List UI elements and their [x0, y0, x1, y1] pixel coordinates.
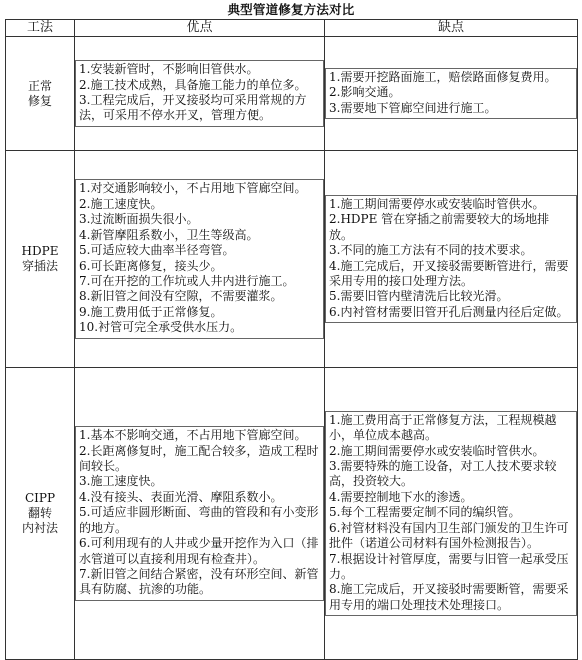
list-item: 3.需要特殊的施工设备，对工人技术要求较高，投资较大。 [329, 459, 557, 489]
list-item: 3.需要地下管廊空间进行施工。 [329, 100, 497, 115]
list-item: 6.内衬管材需要旧管开孔后测量内径后定做。 [329, 304, 569, 319]
pros-list [75, 60, 324, 127]
list-item: 1.施工期间需要停水或安装临时管供水。 [329, 196, 545, 211]
list-item: 2.施工技术成熟，具备施工能力的单位多。 [79, 77, 307, 92]
list-item: 2.影响交通。 [329, 85, 401, 100]
table-row [6, 151, 578, 368]
header-row [6, 20, 578, 37]
list-item: 5.可适应非圆形断面、弯曲的管段和有小变形的地方。 [79, 505, 319, 535]
list-item: 8.新旧管之间没有空隙，不需要灌浆。 [79, 289, 283, 304]
list-item: 4.施工完成后，开叉接驳需要断管进行，需要采用专用的接口处理方法。 [329, 258, 569, 288]
list-item: 9.施工费用低于正常修复。 [79, 304, 223, 319]
list-item: 2.长距离修复时，施工配合较多，造成工程时间较长。 [79, 443, 319, 474]
list-item: 6.衬管材料没有国内卫生部门颁发的卫生许可批件（诺道公司材料有国外检测报告）。 [329, 520, 569, 551]
cons-cell [325, 37, 578, 151]
list-item: 4.新管摩阻系数小，卫生等级高。 [79, 227, 259, 242]
table-row [6, 368, 578, 660]
page-title: 典型管道修复方法对比 [227, 2, 355, 17]
list-item: 2.HDPE 管在穿插之前需要较大的场地排放。 [329, 212, 550, 242]
list-item: 1.基本不影响交通，不占用地下管廊空间。 [79, 428, 307, 443]
pros-list [75, 426, 324, 600]
list-item: 5.每个工程需要定制不同的编织管。 [329, 505, 521, 520]
list-item: 2.施工期间需要停水或安装临时管供水。 [329, 443, 545, 458]
cons-cell [325, 368, 578, 660]
list-item: 6.可长距离修复，接头少。 [79, 258, 223, 273]
cons-list [325, 411, 577, 616]
comparison-table [5, 19, 578, 660]
method-cell [6, 151, 75, 368]
method-label: 内衬法 [21, 521, 58, 535]
list-item: 6.可利用现有的人井或少量开挖作为入口（排水管道可以直接利用现有检查井）。 [79, 536, 319, 566]
pros-list [75, 179, 324, 338]
list-item: 1.需要开挖路面施工，赔偿路面修复费用。 [329, 69, 557, 84]
list-item: 1.安装新管时，不影响旧管供水。 [79, 62, 259, 77]
list-item: 2.施工速度快。 [79, 196, 163, 211]
method-label: 正常 [27, 78, 52, 93]
method-cell [6, 368, 75, 660]
list-item: 7.新旧管之间结合紧密，没有环形空间、新管具有防腐、抗渗的功能。 [79, 566, 319, 597]
list-item: 3.施工速度快。 [79, 474, 163, 489]
list-item: 3.不同的施工方法有不同的技术要求。 [329, 243, 533, 258]
pros-cell [75, 37, 325, 151]
header-pros: 优点 [75, 20, 325, 37]
list-item: 4.需要控制地下水的渗透。 [329, 489, 473, 504]
list-item: 7.可在开挖的工作坑或人井内进行施工。 [79, 273, 295, 288]
header-method: 工法 [6, 20, 75, 37]
list-item: 3.过流断面损失很小。 [79, 212, 199, 227]
list-item: 7.根据设计衬管厚度，需要与旧管一起承受压力。 [329, 551, 569, 581]
pros-cell [75, 368, 325, 660]
list-item: 1.对交通影响较小，不占用地下管廊空间。 [79, 181, 307, 196]
method-label: 修复 [27, 93, 52, 108]
method-label: 翻转 [27, 506, 52, 520]
method-cell [6, 37, 75, 151]
cons-list [325, 68, 577, 119]
list-item: 3.工程完成后，开叉接驳均可采用常规的方法，可采用不停水开叉，管理方便。 [79, 93, 307, 123]
list-item: 1.施工费用高于正常修复方法，工程规模越小，单位成本越高。 [329, 412, 557, 443]
method-label: HDPE [21, 244, 59, 258]
table-row [6, 37, 578, 151]
pros-cell [75, 151, 325, 368]
cons-cell [325, 151, 578, 368]
method-label: CIPP [24, 491, 56, 505]
list-item: 10.衬管可完全承受供水压力。 [79, 320, 243, 335]
list-item: 8.施工完成后，开叉接驳时需要断管，需要采用专用的端口处理技术处理接口。 [329, 582, 569, 612]
cons-list [325, 195, 577, 323]
method-label: 穿插法 [21, 259, 58, 273]
list-item: 5.可适应较大曲率半径弯管。 [79, 243, 235, 258]
list-item: 4.没有接头、表面光滑、摩阻系数小。 [79, 489, 283, 504]
list-item: 5.需要旧管内壁清洗后比较光滑。 [329, 289, 509, 304]
header-cons: 缺点 [325, 20, 578, 37]
